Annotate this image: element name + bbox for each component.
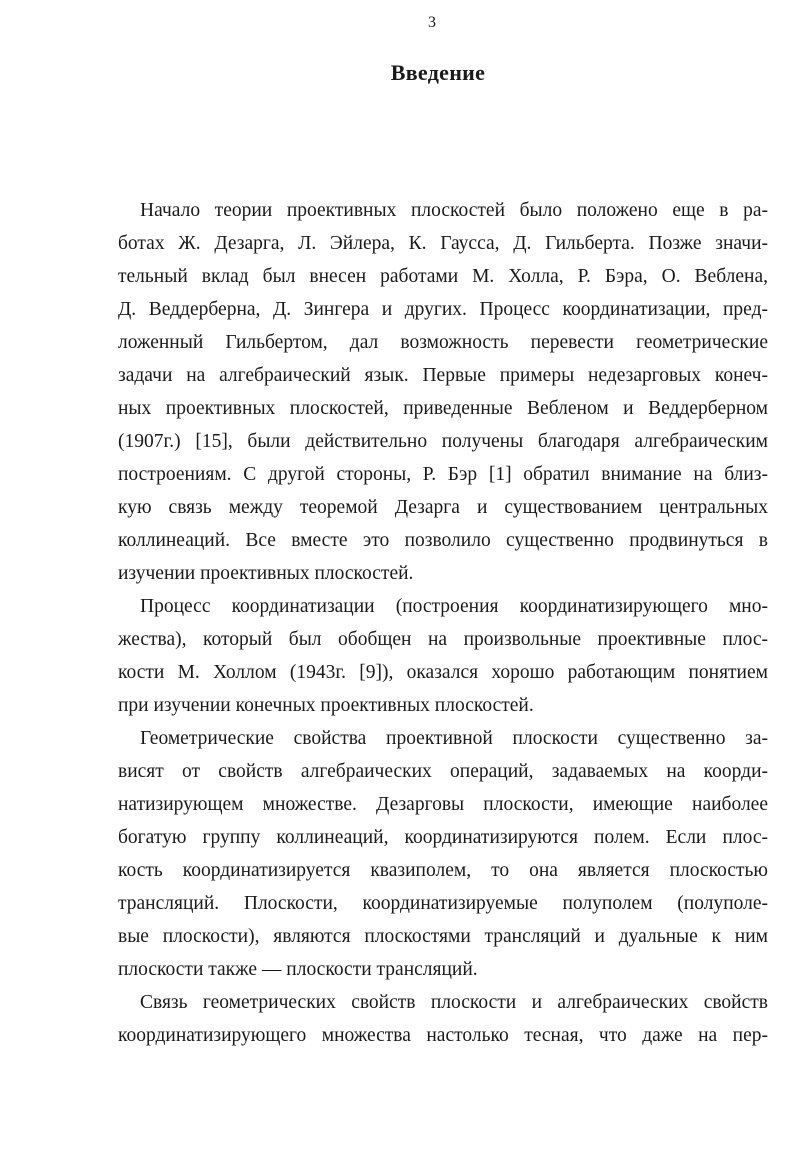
text-line: кую связь между теоремой Дезарга и существованием центральных [118,497,768,518]
text-line: коллинеаций. Все вместе это позволило существенно продвинуться в [118,530,768,551]
text-line: (1907г.) [15], были действительно получены благодаря алгебраическим [118,431,768,452]
text-line: построениям. С другой стороны, Р. Бэр [1] обратил внимание на близ- [118,464,768,485]
paragraph [118,986,768,1052]
text-line: кости М. Холлом (1943г. [9]), оказался хорошо работающим понятием [118,662,768,683]
text-line: изучении проективных плоскостей. [118,563,414,584]
text-line: вые плоскости), являются плоскостями трансляций и дуальные к ним [118,926,768,947]
text-line: трансляций. Плоскости, координатизируемые полуполем (полуполе- [118,893,768,914]
page-number: 3 [428,14,436,31]
paragraph [118,590,768,722]
text-line: задачи на алгебраический язык. Первые примеры недезарговых конеч- [118,365,768,386]
text-line: ботах Ж. Дезарга, Л. Эйлера, К. Гаусса, Д. Гильберта. Позже значи- [118,233,768,254]
text-line: ложенный Гильбертом, дал возможность перевести геометрические [118,332,768,353]
text-line: Процесс координатизации (построения координатизирующего мно- [140,596,768,617]
body-text [118,194,768,1052]
paragraph [118,194,768,590]
text-line: жества), который был обобщен на произвольные проективные плос- [118,629,768,650]
text-line: при изучении конечных проективных плоскостей. [118,695,534,716]
text-line: тельный вклад был внесен работами М. Холла, Р. Бэра, О. Веблена, [118,266,768,287]
section-title: Введение [390,60,486,85]
text-line: Геометрические свойства проективной плоскости существенно за- [140,728,768,749]
text-line: Начало теории проективных плоскостей было положено еще в ра- [140,200,768,221]
text-line: висят от свойств алгебраических операций, задаваемых на коорди- [118,761,768,782]
text-line: богатую группу коллинеаций, координатизируются полем. Если плос- [118,827,768,848]
text-line: Связь геометрических свойств плоскости и алгебраических свойств [140,992,768,1013]
text-line: плоскости также — плоскости трансляций. [118,959,478,980]
paragraph [118,722,768,986]
text-line: кость координатизируется квазиполем, то она является плоскостью [118,860,768,881]
text-line: координатизирующего множества настолько тесная, что даже на пер- [118,1025,768,1046]
text-line: натизирующем множестве. Дезарговы плоскости, имеющие наиболее [118,794,768,815]
text-line: Д. Веддерберна, Д. Зингера и других. Процесс координатизации, пред- [118,299,768,320]
text-line: ных проективных плоскостей, приведенные Вебленом и Веддерберном [118,398,768,419]
